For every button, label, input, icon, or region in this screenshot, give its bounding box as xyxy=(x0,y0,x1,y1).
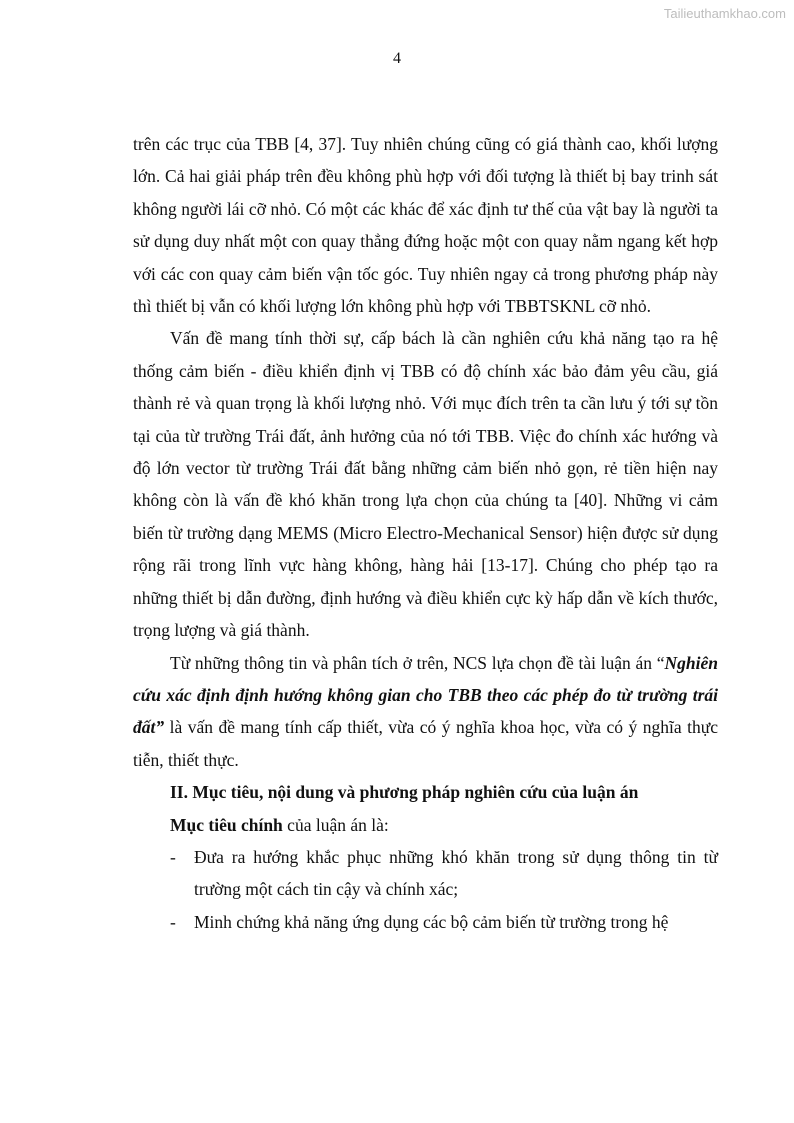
page-number: 4 xyxy=(393,50,401,67)
paragraph-1: trên các trục của TBB [4, 37]. Tuy nhiên chúng cũng có giá thành cao, khối lượng lớn. Cả hai giải pháp trên đều không phù hợp với đối tượng là thiết bị bay trinh sát không người lái cỡ nhỏ. Có một các khác để xác định tư thế của vật bay là người ta sử dụng duy nhất một con quay thẳng đứng hoặc một con quay nằm ngang kết hợp với các con quay cảm biến vận tốc góc. Tuy nhiên ngay cả trong phương pháp này thì thiết bị vẫn có khối lượng lớn không phù hợp với TBBTSKNL cỡ nhỏ. xyxy=(133,134,718,317)
paragraph-3 xyxy=(133,647,718,777)
objective-line xyxy=(133,809,718,841)
bullet-dash: - xyxy=(170,846,176,867)
bullet-dash: - xyxy=(170,911,176,932)
paragraph-2: Vấn đề mang tính thời sự, cấp bách là cần nghiên cứu khả năng tạo ra hệ thống cảm biến - điều khiển định vị TBB có độ chính xác bảo đảm yêu cầu, giá thành rẻ và quan trọng là khối lượng nhỏ. Với mục đích trên ta cần lưu ý tới sự tồn tại của từ trường Trái đất, ảnh hưởng của nó tới TBB. Việc đo chính xác hướng và độ lớn vector từ trường Trái đất bằng những cảm biến nhỏ gọn, rẻ tiền hiện nay không còn là vấn đề khó khăn trong lựa chọn của chúng ta [40]. Những vi cảm biến từ trường dạng MEMS (Micro Electro-Mechanical Sensor) hiện được sử dụng rộng rãi trong lĩnh vực hàng không, hàng hải [13-17]. Chúng cho phép tạo ra những thiết bị dẫn đường, định hướng và điều khiển cực kỳ hấp dẫn về kích thước, trọng lượng và giá thành. xyxy=(133,328,718,641)
list-item-text: Minh chứng khả năng ứng dụng các bộ cảm biến từ trường trong hệ xyxy=(194,911,669,932)
watermark-text: Tailieuthamkhao.com xyxy=(663,6,786,21)
paragraph-3-rest: là vấn đề mang tính cấp thiết, vừa có ý nghĩa khoa học, vừa có ý nghĩa thực tiễn, thiết thực. xyxy=(133,717,718,770)
list-item xyxy=(133,841,718,906)
list-item-text: Đưa ra hướng khắc phục những khó khăn trong sử dụng thông tin từ trường một cách tin cậy và chính xác; xyxy=(194,846,718,900)
section-heading: II. Mục tiêu, nội dung và phương pháp nghiên cứu của luận án xyxy=(170,782,639,803)
objective-rest: của luận án là: xyxy=(282,814,389,835)
document-body xyxy=(133,128,718,938)
paragraph-3-intro: Từ những thông tin và phân tích ở trên, NCS lựa chọn đề tài luận án “ xyxy=(170,652,665,673)
thesis-title: Nghiên cứu xác định định hướng không gian cho TBB theo các phép đo từ trường trái đất” xyxy=(133,652,718,738)
objective-label: Mục tiêu chính xyxy=(170,814,283,835)
list-item xyxy=(133,906,718,938)
